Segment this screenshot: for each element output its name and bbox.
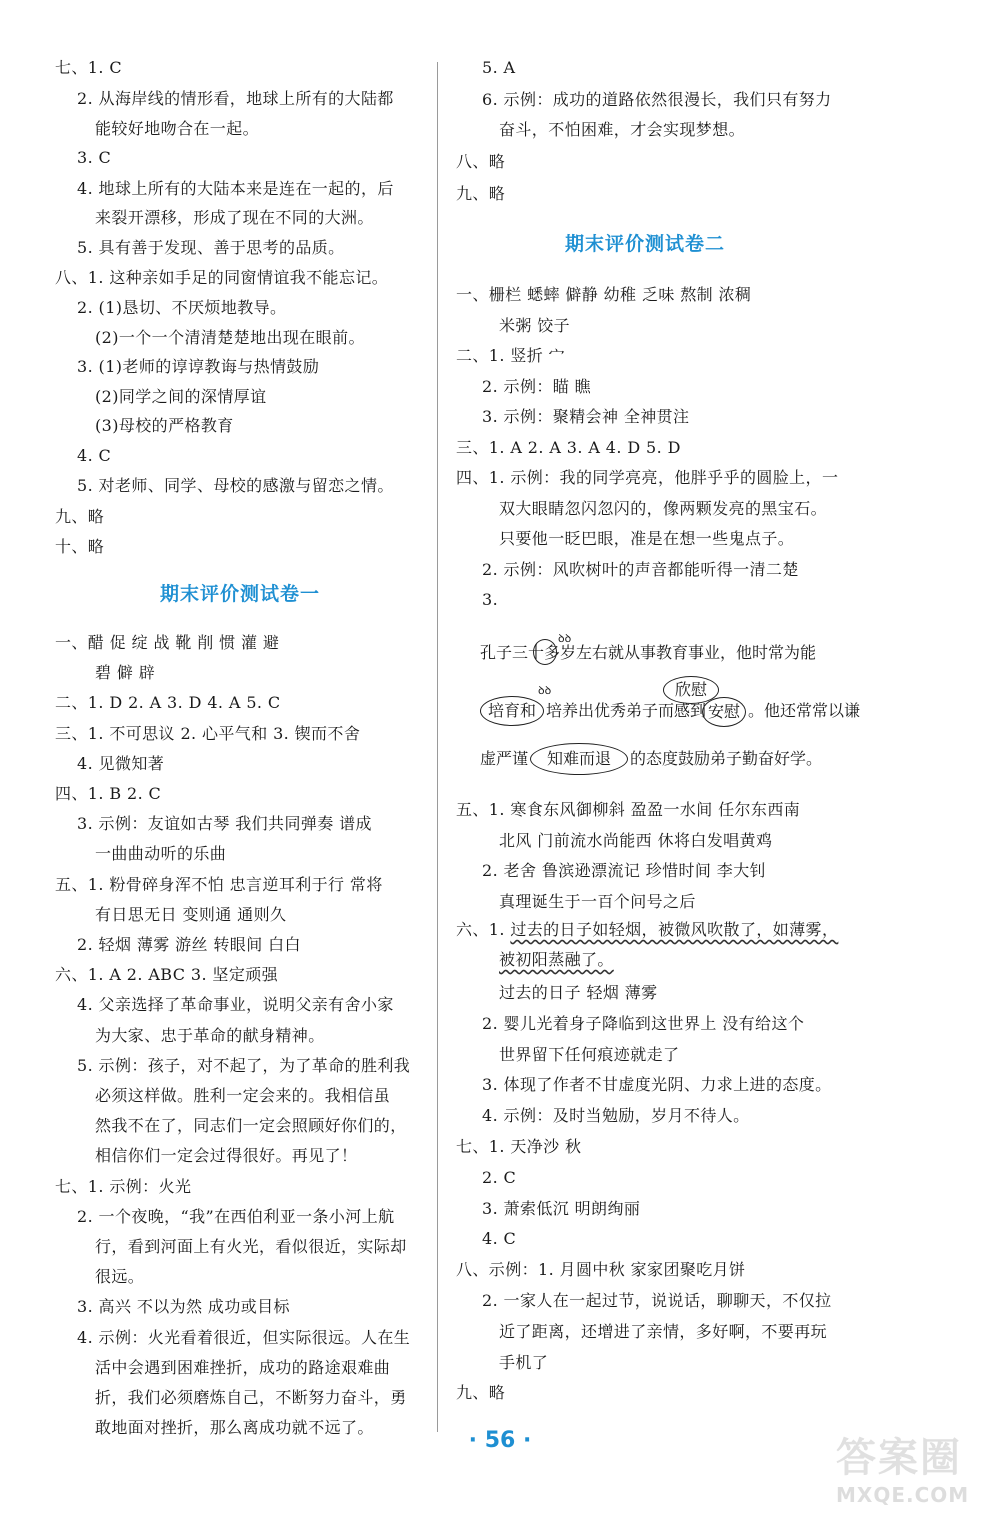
answer-line: 2. 从海岸线的情形看，地球上所有的大陆都 — [77, 89, 394, 108]
wavy-underlined-text: 被初阳蒸融了。 — [499, 950, 614, 969]
answer-line: 4. 见微知著 — [77, 753, 165, 773]
deletion-oval: 知难而退 — [530, 743, 628, 775]
answer-line: 一、栅栏 蟋蟀 僻静 幼稚 乏味 熬制 浓稠 — [456, 285, 752, 304]
answer-line: 为大家、忠于革命的献身精神。 — [95, 1025, 325, 1045]
watermark-text: 答案圈 — [836, 1435, 962, 1481]
answer-line: 2. C — [482, 1167, 517, 1187]
answer-line: 七、1. C — [55, 58, 122, 77]
answer-line: 敢地面对挫折，那么离成功就不远了。 — [95, 1418, 374, 1438]
answer-line: 4. 示例：及时当勉励，岁月不待人。 — [482, 1106, 750, 1126]
answer-line: (2)一个一个清清楚楚地出现在眼前。 — [95, 328, 365, 347]
answer-line: 行，看到河面上有火光，看似很近，实际却 — [95, 1237, 407, 1256]
answer-line: 奋斗，不怕困难，才会实现梦想。 — [499, 120, 746, 139]
column-divider — [437, 62, 438, 1432]
answer-line: 三、1. 不可思议 2. 心平气和 3. 锲而不舍 — [55, 723, 361, 743]
answer-line: 很远。 — [95, 1267, 145, 1287]
deletion-circle — [533, 639, 557, 665]
answer-line: 能较好地吻合在一起。 — [95, 119, 260, 138]
figure-line-2-end: 。他还常常以谦 — [748, 701, 861, 720]
answer-line: 八、1. 这种亲如手足的同窗情谊我不能忘记。 — [55, 268, 389, 287]
answer-line: 二、1. D 2. A 3. D 4. A 5. C — [55, 693, 281, 713]
answer-line: 5. 示例：孩子，对不起了，为了革命的胜利我 — [77, 1055, 411, 1075]
page-number: · 56 · — [468, 1428, 532, 1453]
answer-line: 二、1. 竖折 宀 — [456, 346, 566, 365]
watermark-logo — [836, 1426, 986, 1516]
wavy-underlined-text: 过去的日子如轻烟，被微风吹散了，如薄雾， — [510, 920, 839, 939]
answer-line: (3)母校的严格教育 — [95, 416, 234, 435]
section-heading: 期末评价测试卷一 — [160, 583, 321, 605]
figure-line-3: 虚严谨 — [480, 749, 529, 768]
answer-prefix: 六、1. — [456, 920, 511, 939]
deletion-oval: 培育和 — [480, 696, 544, 726]
answer-line: 世界留下任何痕迹就走了 — [499, 1044, 680, 1064]
answer-line: 3. 高兴 不以为然 成功或目标 — [77, 1297, 290, 1317]
answer-line: 一曲曲动听的乐曲 — [95, 844, 227, 864]
figure-line-2: 培养出优秀弟子而感到 — [546, 701, 707, 720]
answer-line: 五、1. 寒食东风御柳斜 盈盈一水间 任尔东西南 — [456, 800, 801, 819]
answer-line: 3. 体现了作者不甘虚度光阴、力求上进的态度。 — [482, 1075, 832, 1095]
answer-line: 双大眼睛忽闪忽闪的，像两颗发亮的黑宝石。 — [499, 498, 828, 518]
answer-line: 然我不在了，同志们一定会照顾好你们的， — [95, 1116, 407, 1136]
answer-line: 3. 示例：友谊如古琴 我们共同弹奏 谱成 — [77, 814, 372, 834]
answer-line: 七、1. 天净沙 秋 — [456, 1137, 582, 1156]
answer-line: 八、略 — [456, 152, 506, 171]
answer-line: 4. C — [482, 1229, 517, 1249]
answer-line: 六、1. A 2. ABC 3. 坚定顽强 — [55, 965, 279, 985]
answer-line: 2. 轻烟 薄雾 游丝 转眼间 白白 — [77, 935, 301, 954]
replace-oval: 安慰 — [702, 697, 746, 727]
figure-line-1: 孔子三十多岁左右就从事教育事业，他时常为能 — [480, 643, 817, 662]
answer-line: 一、醋 促 绽 战 靴 削 惯 灌 避 — [55, 633, 280, 652]
answer-line: 碧 僻 辟 — [95, 663, 156, 683]
answer-line: 4. 地球上所有的大陆本来是连在一起的，后 — [77, 179, 394, 198]
answer-line: (2)同学之间的深情厚谊 — [95, 387, 267, 406]
answer-line: 真理诞生于一百个问号之后 — [499, 891, 696, 911]
answer-line: 四、1. B 2. C — [55, 784, 162, 803]
answer-line: 近了距离，还增进了亲情，多好啊，不要再玩 — [499, 1321, 828, 1341]
answer-line: 五、1. 粉骨碎身浑不怕 忠言逆耳利于行 常将 — [55, 874, 383, 894]
answer-line: 九、略 — [456, 1383, 506, 1403]
answer-line: 2. 示例：风吹树叶的声音都能听得一清二楚 — [482, 559, 799, 579]
watermark-url: MXQE.COM — [836, 1483, 970, 1507]
deletion-mark-icon: ꝺꝺ — [538, 684, 552, 697]
answer-line: 6. 示例：成功的道路依然很漫长，我们只有努力 — [482, 90, 832, 109]
answer-line: 北风 门前流水尚能西 休将白发唱黄鸡 — [499, 830, 773, 850]
answer-line: 四、1. 示例：我的同学亮亮，他胖乎乎的圆脸上，一 — [456, 468, 839, 487]
answer-line: 必须这样做。胜利一定会来的。我相信虽 — [95, 1086, 391, 1105]
answer-line: 5. 对老师、同学、母校的感激与留恋之情。 — [77, 476, 394, 495]
answer-line: 4. 父亲选择了革命事业，说明父亲有舍小家 — [77, 995, 394, 1015]
answer-line: 只要他一眨巴眼，准是在想一些鬼点子。 — [499, 529, 795, 548]
answer-line: 2. (1)恳切、不厌烦地教导。 — [77, 298, 287, 317]
answer-line: 来裂开漂移，形成了现在不同的大洲。 — [95, 208, 374, 227]
answer-line — [499, 948, 614, 972]
answer-line: 3. C — [77, 148, 112, 167]
answer-line: 十、略 — [55, 537, 105, 556]
answer-line: 4. 示例：火光看着很近，但实际很远。人在生 — [77, 1327, 411, 1347]
answer-line: 2. 示例：瞄 瞧 — [482, 376, 592, 396]
answer-line: 3. (1)老师的谆谆教诲与热情鼓励 — [77, 357, 320, 376]
answer-line: 八、示例：1. 月圆中秋 家家团聚吃月饼 — [456, 1260, 746, 1280]
answer-line: 2. 一家人在一起过节，说说话，聊聊天，不仅拉 — [482, 1291, 832, 1310]
answer-line: 3. 示例：聚精会神 全神贯注 — [482, 407, 690, 426]
answer-line: 三、1. A 2. A 3. A 4. D 5. D — [456, 437, 681, 457]
deletion-mark-icon: ꝺꝺ — [558, 632, 572, 645]
answer-line: 3. 萧索低沉 明朗绚丽 — [482, 1198, 641, 1218]
answer-line: 2. 婴儿光着身子降临到这世界上 没有给这个 — [482, 1013, 805, 1033]
answer-line: 2. 老舍 鲁滨逊漂流记 珍惜时间 李大钊 — [482, 861, 767, 880]
answer-line — [456, 918, 838, 942]
answer-line: 4. C — [77, 446, 112, 465]
answer-line: 手机了 — [499, 1352, 549, 1372]
answer-line: 九、略 — [456, 184, 506, 203]
answer-line: 米粥 饺子 — [499, 315, 571, 335]
section-heading: 期末评价测试卷二 — [565, 233, 726, 255]
answer-line: 相信你们一定会过得很好。再见了！ — [95, 1146, 358, 1166]
answer-line: 活中会遇到困难挫折，成功的路途艰难曲 — [95, 1357, 391, 1377]
figure-line-3-end: 的态度鼓励弟子勤奋好学。 — [630, 749, 823, 768]
answer-line: 5. A — [482, 58, 516, 77]
answer-line: 九、略 — [55, 507, 105, 526]
proofreading-figure — [480, 630, 860, 785]
answer-line: 七、1. 示例：火光 — [55, 1176, 192, 1196]
answer-line: 过去的日子 轻烟 薄雾 — [499, 983, 658, 1002]
answer-line: 2. 一个夜晚，“我”在西伯利亚一条小河上航 — [77, 1206, 395, 1226]
insertion-oval: 欣慰 — [663, 676, 719, 704]
answer-line: 3. — [482, 590, 499, 609]
answer-line: 5. 具有善于发现、善于思考的品质。 — [77, 238, 345, 257]
answer-line: 有日思无日 变则通 通则久 — [95, 904, 287, 924]
answer-line: 折，我们必须磨炼自己，不断努力奋斗，勇 — [95, 1388, 407, 1407]
